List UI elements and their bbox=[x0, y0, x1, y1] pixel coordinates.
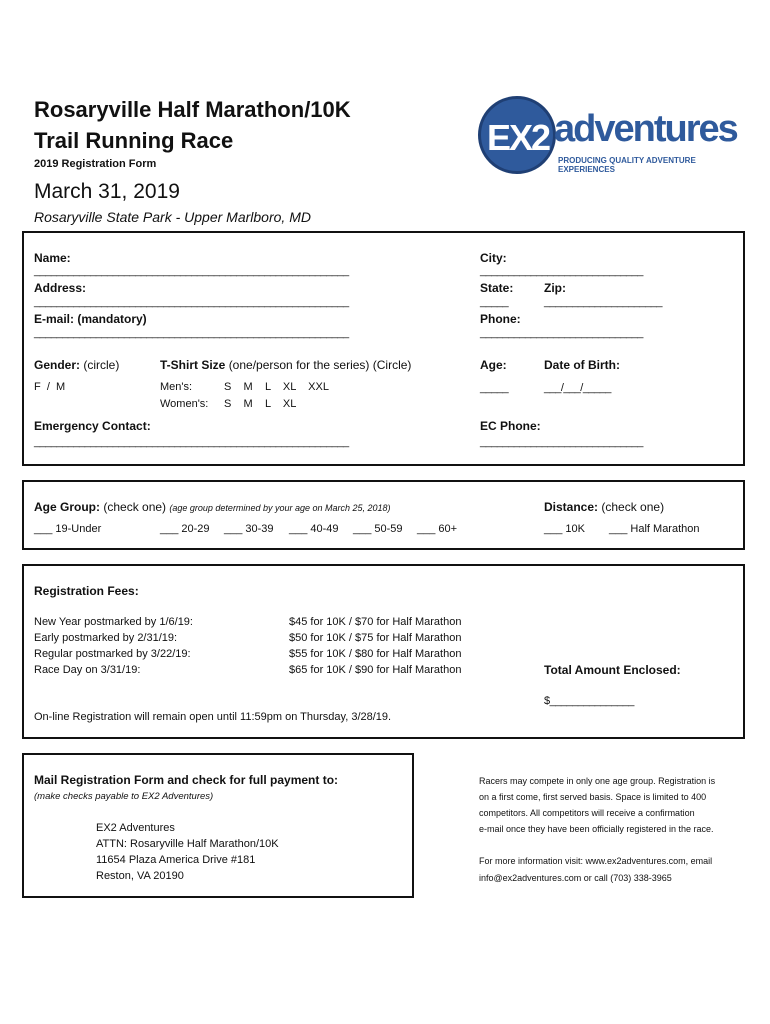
ec-phone-label: EC Phone: bbox=[480, 419, 541, 433]
race-date: March 31, 2019 bbox=[34, 180, 180, 203]
mail-note: (make checks payable to EX2 Adventures) bbox=[34, 791, 214, 802]
fee-price: $45 for 10K / $70 for Half Marathon bbox=[289, 616, 462, 628]
form-subtitle: 2019 Registration Form bbox=[34, 158, 157, 170]
age-option-20-29[interactable]: ___ 20-29 bbox=[160, 523, 210, 535]
age-option-19-under[interactable]: ___ 19-Under bbox=[34, 523, 102, 535]
age-label: Age: bbox=[480, 358, 507, 372]
logo-tagline: PRODUCING QUALITY ADVENTURE EXPERIENCES bbox=[558, 156, 696, 174]
fee-period: New Year postmarked by 1/6/19: bbox=[34, 616, 193, 628]
contact-info-line1: For more information visit: www.ex2adventures.com, email bbox=[479, 856, 713, 866]
distance-option-half-marathon[interactable]: ___ Half Marathon bbox=[609, 523, 700, 535]
online-registration-note: On-line Registration will remain open until 11:59pm on Thursday, 3/28/19. bbox=[34, 711, 392, 723]
distance-option-10k[interactable]: ___ 10K bbox=[544, 523, 585, 535]
dob-field[interactable]: ___/___/_____ bbox=[544, 382, 611, 394]
emergency-contact-field[interactable]: ________________________________________________________ bbox=[34, 436, 349, 448]
logo-circle-icon bbox=[478, 96, 556, 174]
fee-price: $50 for 10K / $75 for Half Marathon bbox=[289, 632, 462, 644]
dob-label: Date of Birth: bbox=[544, 358, 620, 372]
age-group-label: Age Group: (check one) (age group determined by your age on March 25, 2018) bbox=[34, 500, 391, 514]
age-group-section bbox=[22, 480, 745, 550]
ec-phone-field[interactable]: _____________________________ bbox=[480, 436, 643, 448]
name-field[interactable]: ________________________________________________________ bbox=[34, 265, 349, 277]
email-label: E-mail: (mandatory) bbox=[34, 312, 147, 326]
tshirt-label: T-Shirt Size (one/person for the series) (Circle) bbox=[160, 358, 412, 372]
state-label: State: bbox=[480, 281, 514, 295]
mail-address-line: ATTN: Rosaryville Half Marathon/10K bbox=[96, 838, 279, 850]
total-amount-field[interactable]: $_______________ bbox=[544, 695, 634, 707]
age-option-50-59[interactable]: ___ 50-59 bbox=[353, 523, 403, 535]
address-field[interactable]: ________________________________________________________ bbox=[34, 296, 349, 308]
fee-period: Early postmarked by 2/31/19: bbox=[34, 632, 178, 644]
age-option-40-49[interactable]: ___ 40-49 bbox=[289, 523, 339, 535]
mail-address-line: EX2 Adventures bbox=[96, 822, 175, 834]
distance-label: Distance: (check one) bbox=[544, 500, 665, 514]
contact-info-line2: info@ex2adventures.com or call (703) 338-3965 bbox=[479, 873, 672, 883]
city-field[interactable]: _____________________________ bbox=[480, 265, 643, 277]
state-field[interactable]: _____ bbox=[480, 296, 509, 308]
zip-field[interactable]: _____________________ bbox=[544, 296, 662, 308]
emergency-contact-label: Emergency Contact: bbox=[34, 419, 151, 433]
age-field[interactable]: _____ bbox=[480, 382, 509, 394]
total-amount-label: Total Amount Enclosed: bbox=[544, 663, 681, 677]
phone-label: Phone: bbox=[480, 312, 521, 326]
info-line: on a first come, first served basis. Space is limited to 400 bbox=[479, 792, 707, 802]
fees-label: Registration Fees: bbox=[34, 584, 139, 598]
race-location: Rosaryville State Park - Upper Marlboro, MD bbox=[34, 209, 311, 225]
logo-circle-text: EX2 bbox=[487, 117, 550, 158]
fee-period: Regular postmarked by 3/22/19: bbox=[34, 648, 191, 660]
gender-options[interactable]: F / M bbox=[34, 381, 66, 393]
mail-address-line: Reston, VA 20190 bbox=[96, 870, 184, 882]
city-label: City: bbox=[480, 251, 507, 265]
womens-sizes[interactable]: S M L XL bbox=[224, 398, 297, 410]
mail-registration-section bbox=[22, 753, 414, 898]
ex2-adventures-logo bbox=[476, 94, 744, 176]
info-line: Racers may compete in only one age group. Registration is bbox=[479, 776, 716, 786]
gender-label: Gender: (circle) bbox=[34, 358, 120, 372]
logo-word: adventures bbox=[554, 108, 737, 150]
womens-label: Women's: bbox=[160, 398, 209, 410]
fee-period: Race Day on 3/31/19: bbox=[34, 664, 141, 676]
age-option-60-plus[interactable]: ___ 60+ bbox=[417, 523, 458, 535]
fee-price: $65 for 10K / $90 for Half Marathon bbox=[289, 664, 462, 676]
mail-heading: Mail Registration Form and check for full payment to: bbox=[34, 773, 339, 787]
phone-field[interactable]: _____________________________ bbox=[480, 327, 643, 339]
page-title-line2: Trail Running Race bbox=[34, 128, 234, 153]
email-field[interactable]: ________________________________________________________ bbox=[34, 327, 349, 339]
age-option-30-39[interactable]: ___ 30-39 bbox=[224, 523, 274, 535]
info-line: competitors. All competitors will receive a confirmation bbox=[479, 808, 695, 818]
zip-label: Zip: bbox=[544, 281, 566, 295]
fee-price: $55 for 10K / $80 for Half Marathon bbox=[289, 648, 462, 660]
registration-fees-section bbox=[22, 564, 745, 739]
mail-address-line: 11654 Plaza America Drive #181 bbox=[96, 854, 256, 866]
info-line: e-mail once they have been officially registered in the race. bbox=[479, 824, 714, 834]
personal-info-section bbox=[22, 231, 745, 466]
page-title-line1: Rosaryville Half Marathon/10K bbox=[34, 97, 351, 122]
mens-sizes[interactable]: S M L XL XXL bbox=[224, 381, 329, 393]
mens-label: Men's: bbox=[160, 381, 193, 393]
address-label: Address: bbox=[34, 281, 87, 295]
name-label: Name: bbox=[34, 251, 71, 265]
